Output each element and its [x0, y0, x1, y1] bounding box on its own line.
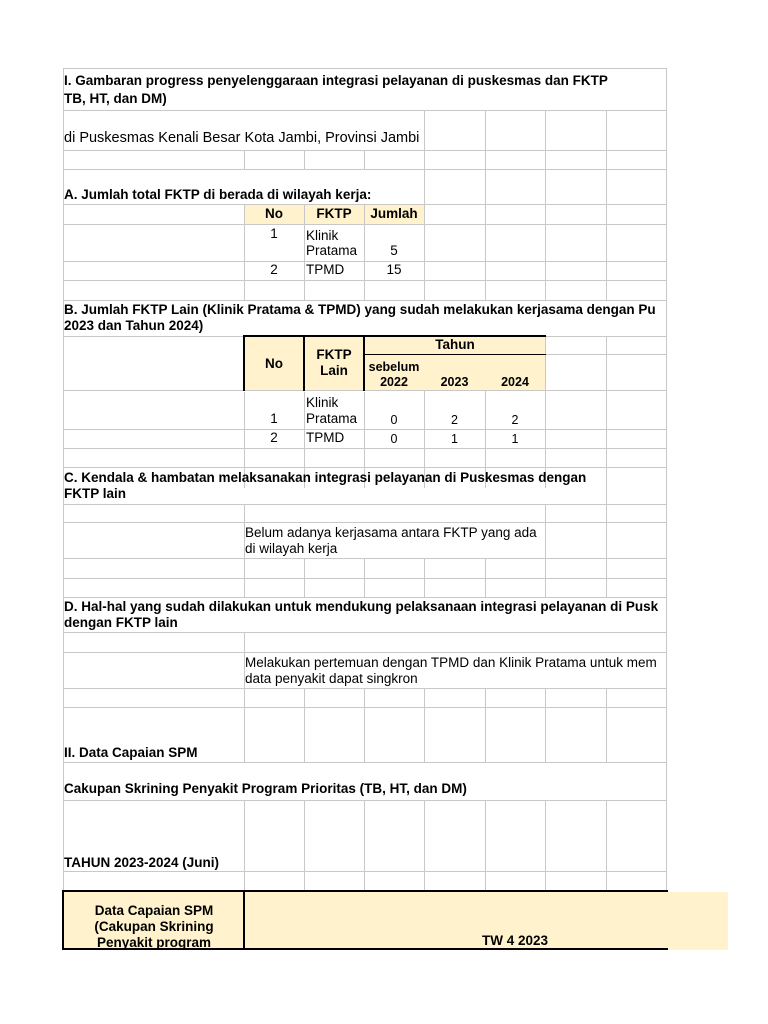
tableB-row1-fktp-line2: Pratama [306, 411, 358, 426]
tableB-header-no: No [265, 356, 283, 371]
spm-border-top [62, 890, 668, 892]
section1-title-line1: I. Gambaran progress penyelenggaraan integrasi pelayanan di puskesmas dan FKTP [64, 73, 608, 88]
tableB-row2-fktp: TPMD [306, 430, 345, 445]
sectionC-answer-line2: di wilayah kerja [245, 541, 338, 556]
section2-subtitle: Cakupan Skrining Penyakit Program Prioritas (TB, HT, dan DM) [64, 781, 467, 796]
sectionC-answer-line1: Belum adanya kerjasama antara FKTP yang ada [245, 525, 537, 540]
sectionA-title: A. Jumlah total FKTP di berada di wilayah kerja: [64, 187, 372, 202]
section2-title: II. Data Capaian SPM [64, 745, 198, 760]
tableA-row2-jumlah: 15 [386, 262, 402, 277]
sectionC-title-line1: C. Kendala & hambatan melaksanakan integrasi pelayanan di Puskesmas dengan [64, 470, 587, 485]
tableB-row2-2023: 1 [451, 432, 458, 446]
section2-period: TAHUN 2023-2024 (Juni) [64, 855, 220, 870]
tableB-row1-2023: 2 [451, 413, 458, 427]
sectionD-answer-line2: data penyakit dapat singkron [245, 671, 418, 686]
tableA-row2-no: 2 [270, 262, 278, 277]
tableA-header-jumlah: Jumlah [370, 206, 418, 221]
tableA-row1-jumlah: 5 [390, 243, 398, 258]
tableB-row1-fktp-line1: Klinik [306, 395, 339, 410]
tableB-row1-2024: 2 [511, 413, 519, 427]
tableA-row2-fktp: TPMD [306, 262, 345, 277]
sectionD-title-line2: dengan FKTP lain [64, 615, 178, 630]
tableB-header-sebelum-line1: sebelum [368, 360, 420, 374]
tableA-row1-fktp-line1: Klinik [306, 228, 339, 243]
spm-header-line3: Penyakit program [96, 935, 212, 950]
spm-header-line2: (Cakupan Skrining [94, 919, 214, 934]
tableB-header-fktp-line1: FKTP [316, 347, 352, 362]
tableA-row1-fktp-line2: Pratama [306, 243, 358, 258]
sectionD-title-line1: D. Hal-hal yang sudah dilakukan untuk mendukung pelaksanaan integrasi pelayanan di Pusk [64, 599, 659, 614]
sectionC-title-line2: FKTP lain [64, 486, 127, 501]
sectionB-title-line2: 2023 dan Tahun 2024) [64, 318, 204, 333]
sectionD-answer-line1: Melakukan pertemuan dengan TPMD dan Klinik Pratama untuk mem [245, 655, 657, 670]
tableB-header-fktp-line2: Lain [320, 363, 348, 378]
tableB-header-tahun: Tahun [435, 337, 475, 352]
tableB-row1-sebelum: 0 [390, 413, 398, 427]
tableB-row2-no: 2 [270, 430, 278, 445]
spm-header-line1: Data Capaian SPM [94, 903, 214, 918]
tableB-row2-sebelum: 0 [390, 432, 398, 446]
tableB-row2-2024: 1 [511, 432, 519, 446]
tableB-header-2024: 2024 [501, 375, 529, 389]
tableA-row1-no: 1 [270, 226, 278, 241]
location-text: di Puskesmas Kenali Besar Kota Jambi, Provinsi Jambi [64, 130, 420, 146]
tableB-header-sebelum-line2: 2022 [380, 375, 408, 389]
tableB-tahun-underline [364, 354, 546, 355]
tableA-header-no: No [265, 206, 283, 221]
tableB-row1-no: 1 [270, 411, 278, 426]
tableB-header-2023: 2023 [440, 375, 469, 389]
sectionB-title-line1: B. Jumlah FKTP Lain (Klinik Pratama & TPMD) yang sudah melakukan kerjasama dengan Pu [64, 302, 656, 317]
section1-title-line2: TB, HT, dan DM) [64, 91, 167, 106]
spm-tw-label: TW 4 2023 [481, 933, 549, 948]
tableA-header-fktp: FKTP [316, 206, 352, 221]
